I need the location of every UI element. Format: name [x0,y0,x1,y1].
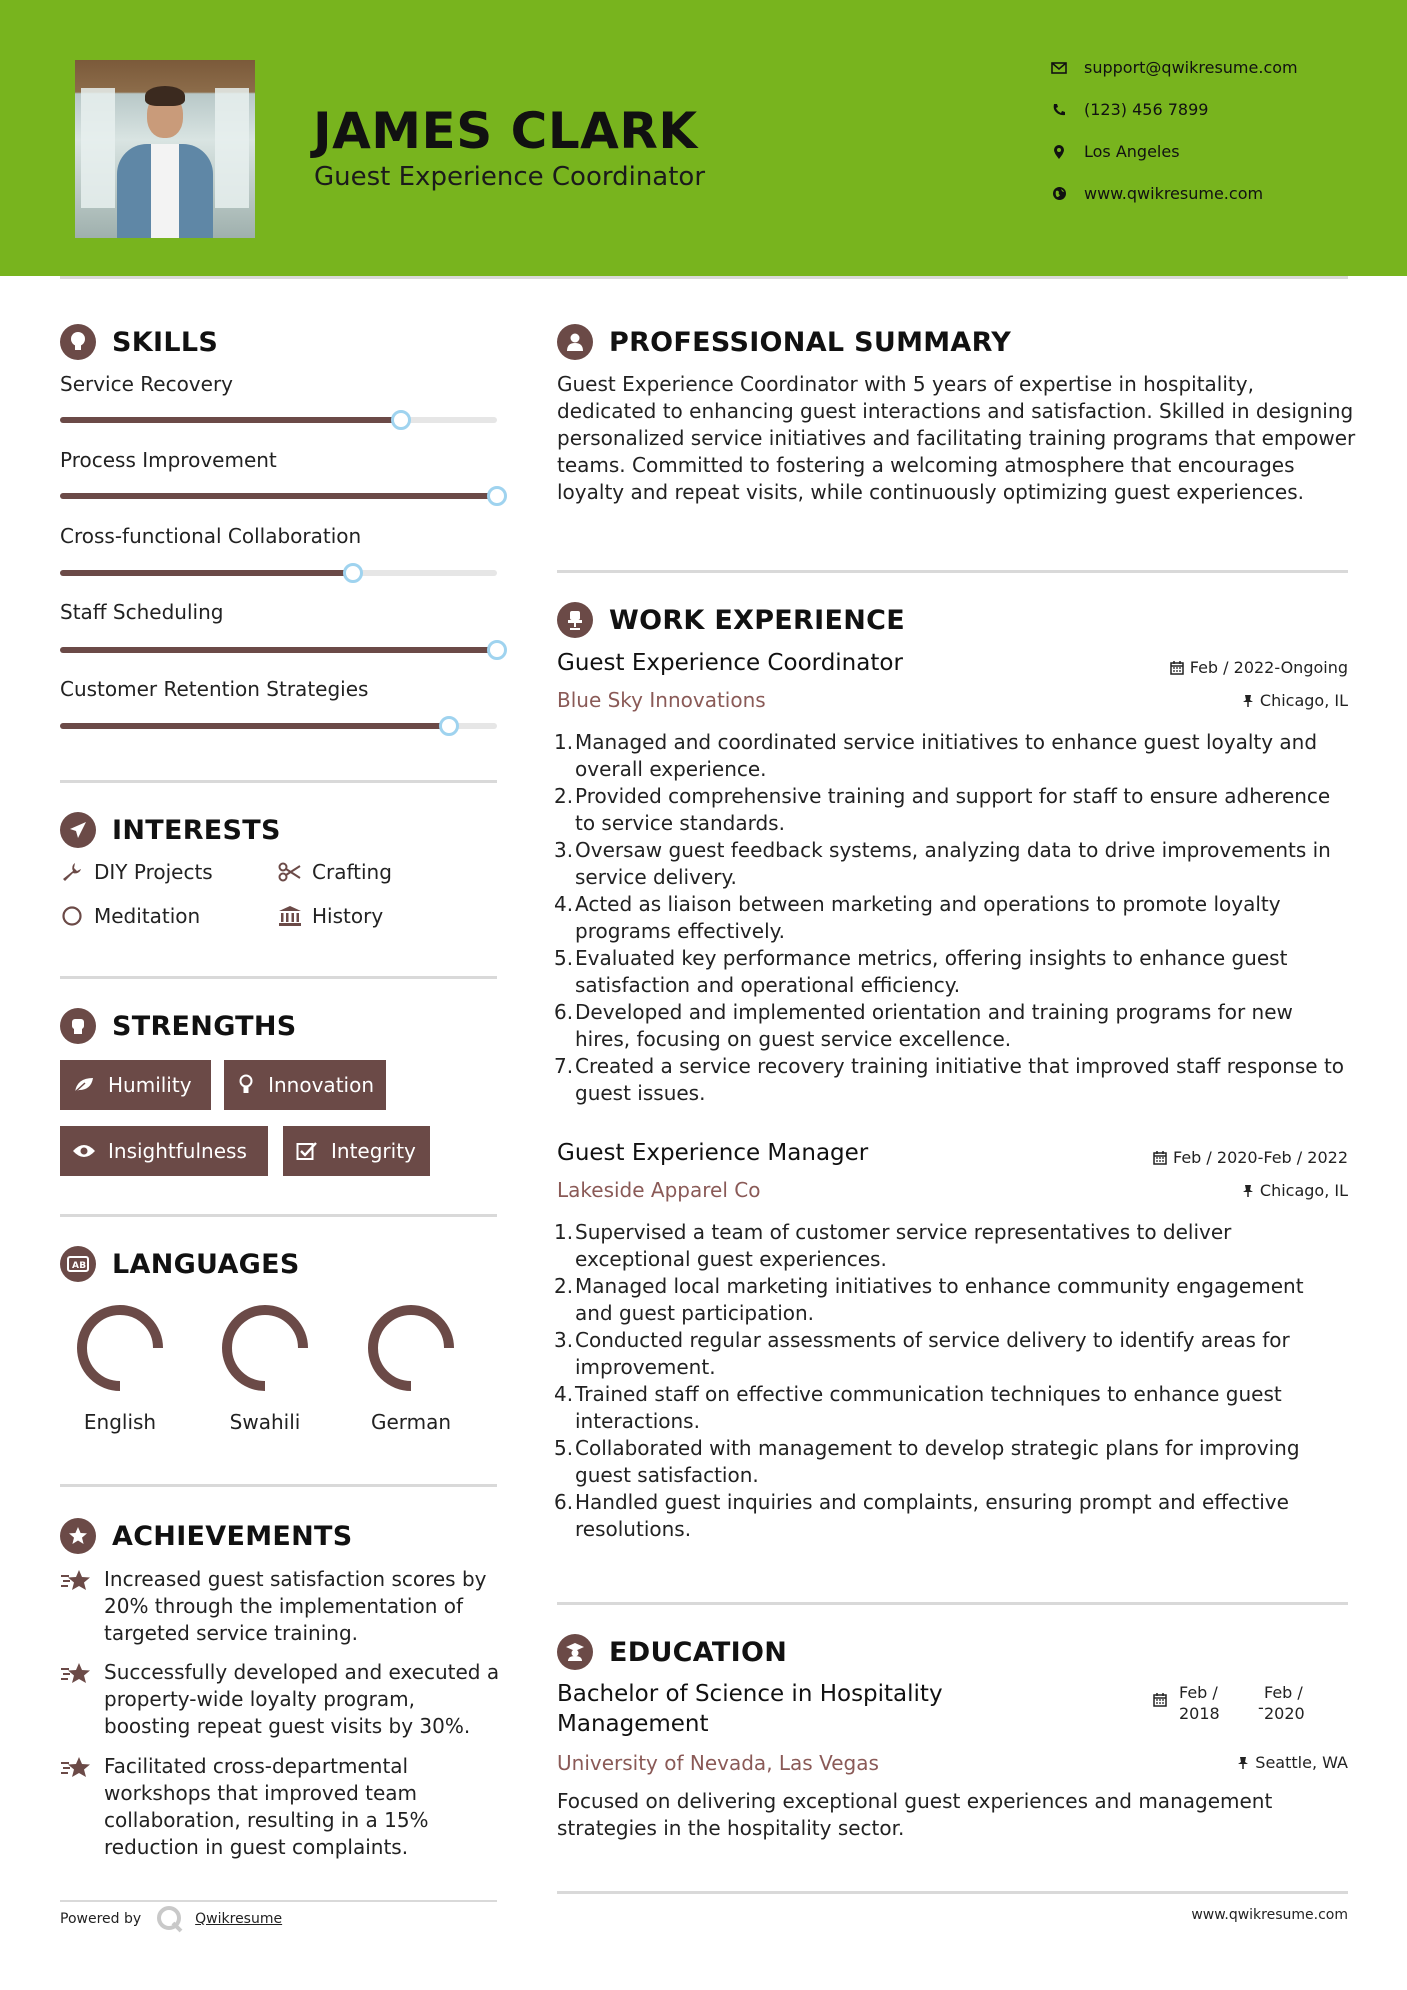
skill-level-knob [391,410,411,430]
job-title: Guest Experience Manager [557,1140,869,1166]
education-description: Focused on delivering exceptional guest experiences and management strategies in the hospitality sector. [557,1789,1273,1840]
interests-heading: INTERESTS [60,812,281,848]
list-item: Trained staff on effective communication techniques to enhance guest interactions. [575,1382,1282,1433]
achievement-item: Successfully developed and executed a property-wide loyalty program, boosting repeat guest visits by 30%. [60,1659,500,1740]
section-divider [557,1891,1348,1894]
qwikresume-link[interactable]: Qwikresume [195,1911,283,1927]
degree-title-continued: Management [557,1711,709,1737]
globe-icon [1050,185,1068,203]
checkbox-icon [295,1139,319,1163]
skill-label: Customer Retention Strategies [60,677,369,701]
strength-chip: Humility [60,1060,211,1110]
wrench-icon [60,860,84,884]
strength-chip: Insightfulness [60,1126,268,1176]
section-divider [60,976,497,979]
qwikresume-logo-icon [155,1904,185,1934]
language-card-icon [60,1246,96,1282]
interest-item: DIY Projects [60,860,213,884]
skill-level-knob [487,486,507,506]
map-pin-icon [1050,143,1068,161]
bank-icon [278,904,302,928]
raised-fist-icon [60,1008,96,1044]
list-item: Conducted regular assessments of service delivery to identify areas for improvement. [575,1328,1290,1379]
education-heading: EDUCATION [557,1634,787,1670]
skill-bar [60,493,497,499]
summary-text: Guest Experience Coordinator with 5 years of expertise in hospitality, dedicated to enhancing guest interactions and satisfaction. Skilled in designing personalized service initiatives and facilitating training programs that empower teams. Committed to fostering a welcoming atmosphere that encourages loyalty and repeat visits, while continuously optimizing guest experiences. [557,372,1356,504]
skill-label: Staff Scheduling [60,600,224,624]
section-divider [557,1602,1348,1605]
language-item: Swahili [205,1300,325,1434]
calendar-icon [1170,661,1184,675]
pushpin-icon [1242,1184,1254,1198]
skill-label: Service Recovery [60,372,234,396]
graduate-icon [557,1634,593,1670]
section-divider [60,1900,497,1902]
interest-item: History [278,904,383,928]
strengths-heading: STRENGTHS [60,1008,297,1044]
language-progress-ring [363,1300,459,1396]
section-divider [557,570,1348,573]
contact-phone[interactable]: (123) 456 7899 [1050,100,1208,119]
language-progress-ring [217,1300,313,1396]
skills-heading: SKILLS [60,324,218,360]
strength-chip: Integrity [283,1126,430,1176]
list-item: Oversaw guest feedback systems, analyzing data to drive improvements in service delivery. [575,838,1331,889]
circle-icon [60,904,84,928]
calendar-icon [1153,1151,1167,1165]
summary-heading: PROFESSIONAL SUMMARY [557,324,1011,360]
star-icon [60,1566,94,1647]
achievement-item: Facilitated cross-departmental workshops that improved team collaboration, resulting in a 15% reduction in guest complaints. [60,1753,500,1861]
contact-email[interactable]: support@qwikresume.com [1050,58,1298,77]
profile-photo [75,60,255,238]
date-separator: - [1258,1698,1264,1717]
list-item: Handled guest inquiries and complaints, ensuring prompt and effective resolutions. [575,1490,1289,1541]
skill-label: Process Improvement [60,448,277,472]
list-item: Acted as liaison between marketing and operations to promote loyalty programs effectively. [575,892,1281,943]
education-start-date: Feb / 2018 [1179,1683,1220,1723]
contact-website[interactable]: www.qwikresume.com [1050,184,1263,203]
achievements-heading: ACHIEVEMENTS [60,1518,353,1554]
education-location: Seattle, WA [1237,1753,1348,1772]
job-location: Chicago, IL [1242,691,1348,710]
skill-label: Cross-functional Collaboration [60,524,362,548]
leaf-icon [72,1073,96,1097]
achievement-item: Increased guest satisfaction scores by 20% through the implementation of targeted service training. [60,1566,500,1647]
section-divider [60,1484,497,1487]
list-item: Supervised a team of customer service representatives to deliver exceptional guest experiences. [575,1220,1232,1271]
list-item: Managed and coordinated service initiatives to enhance guest loyalty and overall experience. [575,730,1318,781]
paper-plane-icon [60,812,96,848]
languages-heading: AB LANGUAGES [60,1246,300,1282]
job-title: Guest Experience Coordinator [557,650,903,676]
candidate-name: JAMES CLARK [313,102,698,160]
job-location: Chicago, IL [1242,1181,1348,1200]
star-icon [60,1659,94,1740]
pushpin-icon [1237,1756,1249,1770]
interest-item: Meditation [60,904,200,928]
office-chair-icon [557,602,593,638]
school-name: University of Nevada, Las Vegas [557,1751,879,1775]
education-end-date: Feb / 2020 [1264,1683,1305,1723]
list-item: Collaborated with management to develop strategic plans for improving guest satisfaction. [575,1436,1300,1487]
header-divider [60,276,1348,279]
list-item: Managed local marketing initiatives to enhance community engagement and guest participation. [575,1274,1304,1325]
footer-url[interactable]: www.qwikresume.com [1191,1907,1348,1923]
phone-icon [1050,101,1068,119]
company-name: Blue Sky Innovations [557,688,766,712]
job-duties-list [557,1219,1347,1543]
eye-icon [72,1139,96,1163]
user-icon [557,324,593,360]
star-icon [60,1753,94,1861]
header-banner [0,0,1407,276]
powered-by: Powered by Qwikresume [60,1904,282,1934]
skill-level-knob [487,640,507,660]
svg-text:AB: AB [72,1261,87,1271]
lightbulb-icon [60,324,96,360]
skill-bar [60,570,497,576]
candidate-role: Guest Experience Coordinator [314,162,706,192]
section-divider [60,1214,497,1217]
contact-location: Los Angeles [1050,142,1180,161]
skill-bar [60,417,497,423]
degree-title: Bachelor of Science in Hospitality [557,1681,943,1707]
scissors-icon [278,860,302,884]
job-date: Feb / 2022-Ongoing [1170,658,1348,677]
list-item: Provided comprehensive training and support for staff to ensure adherence to service standards. [575,784,1331,835]
skill-bar [60,723,497,729]
job-duties-list [557,729,1347,1107]
calendar-icon [1153,1692,1167,1711]
skill-level-knob [343,563,363,583]
work-heading: WORK EXPERIENCE [557,602,905,638]
strength-chip: Innovation [224,1060,386,1110]
list-item: Created a service recovery training initiative that improved staff response to guest issues. [575,1054,1345,1105]
language-progress-ring [72,1300,168,1396]
language-item: German [351,1300,471,1434]
envelope-icon [1050,59,1068,77]
pushpin-icon [1242,694,1254,708]
company-name: Lakeside Apparel Co [557,1178,761,1202]
skill-level-knob [439,716,459,736]
language-item: English [60,1300,180,1434]
list-item: Evaluated key performance metrics, offering insights to enhance guest satisfaction and operational efficiency. [575,946,1288,997]
job-date: Feb / 2020-Feb / 2022 [1153,1148,1348,1167]
skill-bar [60,647,497,653]
section-divider [60,780,497,783]
lightbulb-icon [236,1073,256,1097]
list-item: Developed and implemented orientation and training programs for new hires, focusing on guest service excellence. [575,1000,1293,1051]
star-badge-icon [60,1518,96,1554]
interest-item: Crafting [278,860,392,884]
